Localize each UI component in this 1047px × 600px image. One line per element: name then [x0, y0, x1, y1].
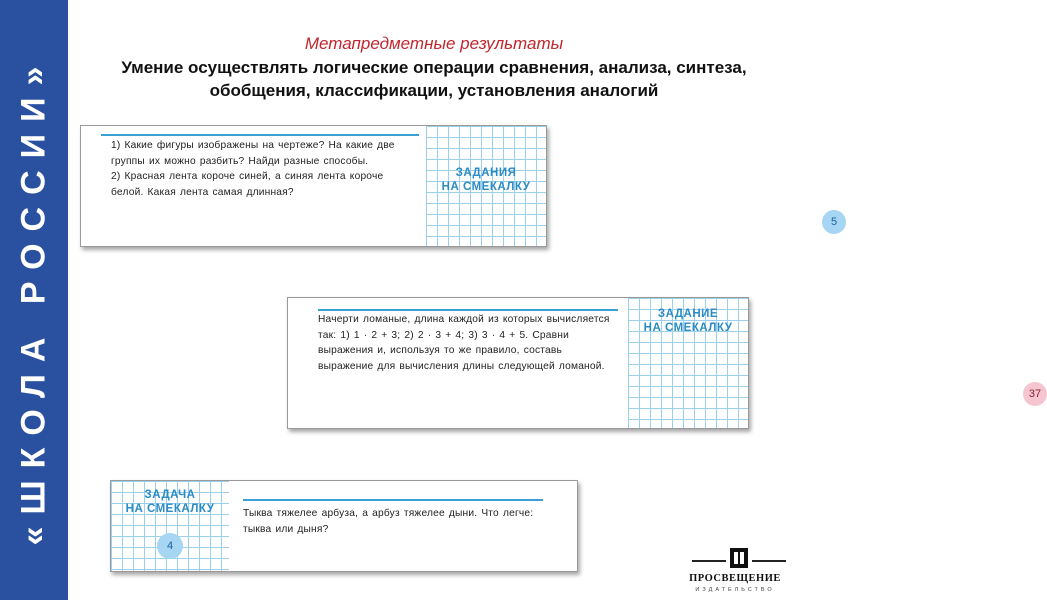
- grid-panel: [111, 481, 229, 571]
- logo-name: ПРОСВЕЩЕНИЕ: [689, 573, 781, 584]
- page-number-badge: 4: [157, 533, 183, 559]
- grid-label-line-2: НА СМЕКАЛКУ: [125, 503, 215, 515]
- page-number-badge: 37: [1023, 382, 1047, 406]
- grid-label: [426, 166, 546, 194]
- logo-line: [752, 560, 786, 562]
- task-paragraph-2: 2) Красная лента короче синей, а синяя лента короче белой. Какая лента самая длинная?: [111, 171, 384, 198]
- grid-label-line-2: НА СМЕКАЛКУ: [643, 322, 733, 334]
- book-emblem-icon: [730, 548, 748, 568]
- grid-panel: [628, 298, 1042, 428]
- task-paragraph-1: Начерти ломаные, длина каждой из которых вычисляется так: 1) 1 · 2 + 3; 2) 2 · 3 + 4; 3) 3 · 4 + 5. Сравни выражения и, используя то же правило, составь выражение для вычисления длины следующей ломаной.: [318, 314, 610, 372]
- card-rule: [318, 309, 618, 311]
- grid-label: [111, 488, 229, 516]
- grid-label-line-1: ЗАДАНИЯ: [455, 167, 517, 179]
- task-text: [111, 138, 411, 200]
- task-text: [243, 506, 549, 537]
- task-card-3: [110, 480, 578, 572]
- grid-label: [628, 307, 748, 335]
- slide-title: Умение осуществлять логические операции сравнения, анализа, синтеза, обобщения, классификации, установления аналогий: [121, 58, 747, 100]
- task-paragraph-1: Тыква тяжелее арбуза, а арбуз тяжелее дыни. Что легче: тыква или дыня?: [243, 508, 534, 535]
- slide-subtitle: Метапредметные результаты: [304, 34, 564, 53]
- task-card-1: [80, 125, 838, 247]
- banner-title: «ШКОЛА РОССИИ»: [14, 54, 53, 546]
- side-banner: [0, 0, 68, 600]
- grid-label-line-2: НА СМЕКАЛКУ: [441, 181, 531, 193]
- page-number-badge: 5: [822, 210, 846, 234]
- grid-panel: [426, 126, 838, 246]
- logo-line: [692, 560, 726, 562]
- card-rule: [243, 499, 543, 501]
- card-rule: [101, 134, 419, 136]
- publisher-logo: [680, 544, 790, 596]
- task-text: [318, 312, 620, 374]
- grid-label-line-1: ЗАДАЧА: [144, 489, 196, 501]
- task-card-2: [287, 297, 1042, 429]
- task-paragraph-1: 1) Какие фигуры изображены на чертеже? На какие две группы их можно разбить? Найди разные способы.: [111, 140, 395, 167]
- logo-subtitle: ИЗДАТЕЛЬСТВО: [695, 587, 775, 593]
- grid-label-line-1: ЗАДАНИЕ: [657, 308, 719, 320]
